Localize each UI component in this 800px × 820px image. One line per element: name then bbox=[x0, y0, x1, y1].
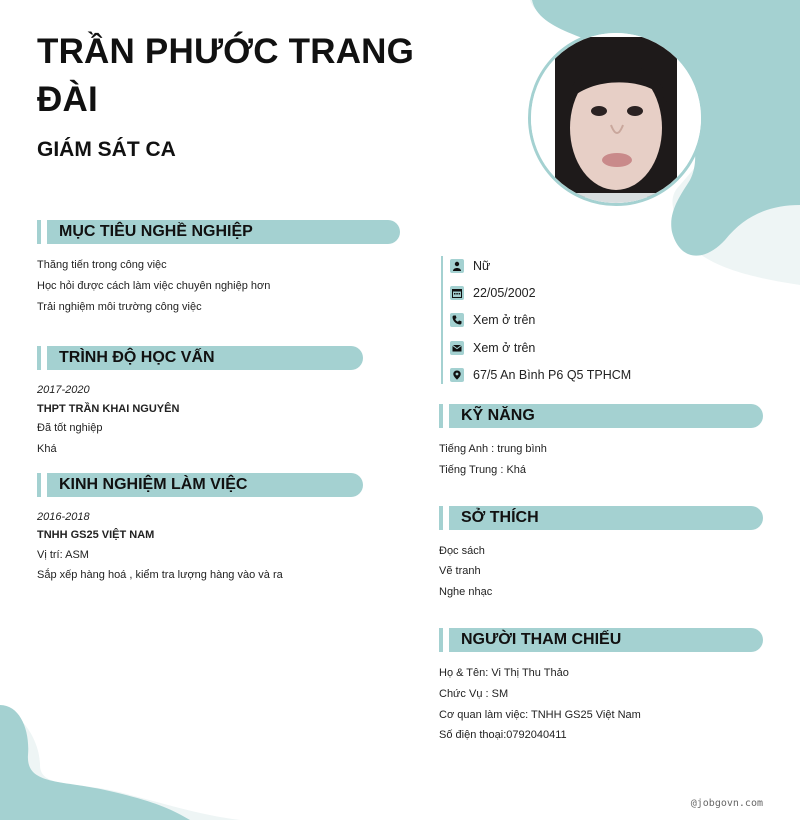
skill-item: Tiếng Trung : Khá bbox=[439, 464, 527, 476]
reference-item: Cơ quan làm việc: TNHH GS25 Việt Nam bbox=[439, 709, 641, 721]
reference-item: Số điện thoại:0792040411 bbox=[439, 729, 567, 741]
contact-value: 22/05/2002 bbox=[473, 286, 536, 300]
experience-period: 2016-2018 bbox=[37, 511, 90, 523]
reference-item: Họ & Tên: Vi Thị Thu Thảo bbox=[439, 667, 569, 679]
skill-item: Tiếng Anh : trung bình bbox=[439, 443, 547, 455]
skills-heading-label: KỸ NĂNG bbox=[461, 407, 535, 424]
education-line: Khá bbox=[37, 443, 57, 455]
references-heading bbox=[439, 628, 763, 652]
experience-line: Sắp xếp hàng hoá , kiểm tra lượng hàng vào và ra bbox=[37, 569, 283, 581]
contact-divider bbox=[441, 256, 443, 384]
contact-value: Xem ở trên bbox=[473, 313, 536, 327]
hobbies-heading-label: SỞ THÍCH bbox=[461, 509, 539, 526]
contact-birthday bbox=[450, 285, 536, 301]
education-period: 2017-2020 bbox=[37, 384, 90, 396]
watermark: @jobgovn.com bbox=[690, 798, 763, 809]
education-line: Đã tốt nghiệp bbox=[37, 422, 103, 434]
objective-item: Thăng tiến trong công việc bbox=[37, 259, 167, 271]
hobby-item: Đọc sách bbox=[439, 545, 485, 557]
contact-value: 67/5 An Bình P6 Q5 TPHCM bbox=[473, 368, 632, 382]
location-icon bbox=[450, 368, 464, 382]
hobby-item: Vẽ tranh bbox=[439, 565, 481, 577]
person-icon bbox=[450, 259, 464, 273]
education-heading bbox=[37, 346, 363, 370]
experience-heading-label: KINH NGHIỆM LÀM VIỆC bbox=[59, 476, 248, 493]
contact-value: Xem ở trên bbox=[473, 341, 536, 355]
candidate-name: TRẦN PHƯỚC TRANG ĐÀI bbox=[37, 32, 415, 119]
contact-phone bbox=[450, 312, 535, 328]
contact-email bbox=[450, 340, 535, 356]
calendar-icon bbox=[450, 286, 464, 300]
experience-line: Vị trí: ASM bbox=[37, 549, 89, 561]
education-school: THPT TRẦN KHAI NGUYÊN bbox=[37, 403, 180, 415]
email-icon bbox=[450, 341, 464, 355]
objective-heading-label: MỤC TIÊU NGHỀ NGHIỆP bbox=[59, 223, 253, 240]
objective-heading bbox=[37, 220, 400, 244]
objective-item: Trải nghiệm môi trường công việc bbox=[37, 301, 202, 313]
hobby-item: Nghe nhạc bbox=[439, 586, 493, 598]
experience-heading bbox=[37, 473, 363, 497]
bottom-left-blob bbox=[0, 700, 260, 820]
phone-icon bbox=[450, 313, 464, 327]
hobbies-heading bbox=[439, 506, 763, 530]
education-heading-label: TRÌNH ĐỘ HỌC VẤN bbox=[59, 349, 215, 366]
contact-address bbox=[450, 367, 631, 383]
contact-value: Nữ bbox=[473, 259, 491, 273]
references-heading-label: NGƯỜI THAM CHIẾU bbox=[461, 631, 622, 648]
avatar bbox=[528, 30, 704, 206]
contact-gender bbox=[450, 258, 490, 274]
skills-heading bbox=[439, 404, 763, 428]
experience-company: TNHH GS25 VIỆT NAM bbox=[37, 529, 155, 541]
reference-item: Chức Vụ : SM bbox=[439, 688, 509, 700]
job-title: GIÁM SÁT CA bbox=[37, 138, 176, 161]
objective-item: Học hỏi được cách làm việc chuyên nghiệp hơn bbox=[37, 280, 271, 292]
